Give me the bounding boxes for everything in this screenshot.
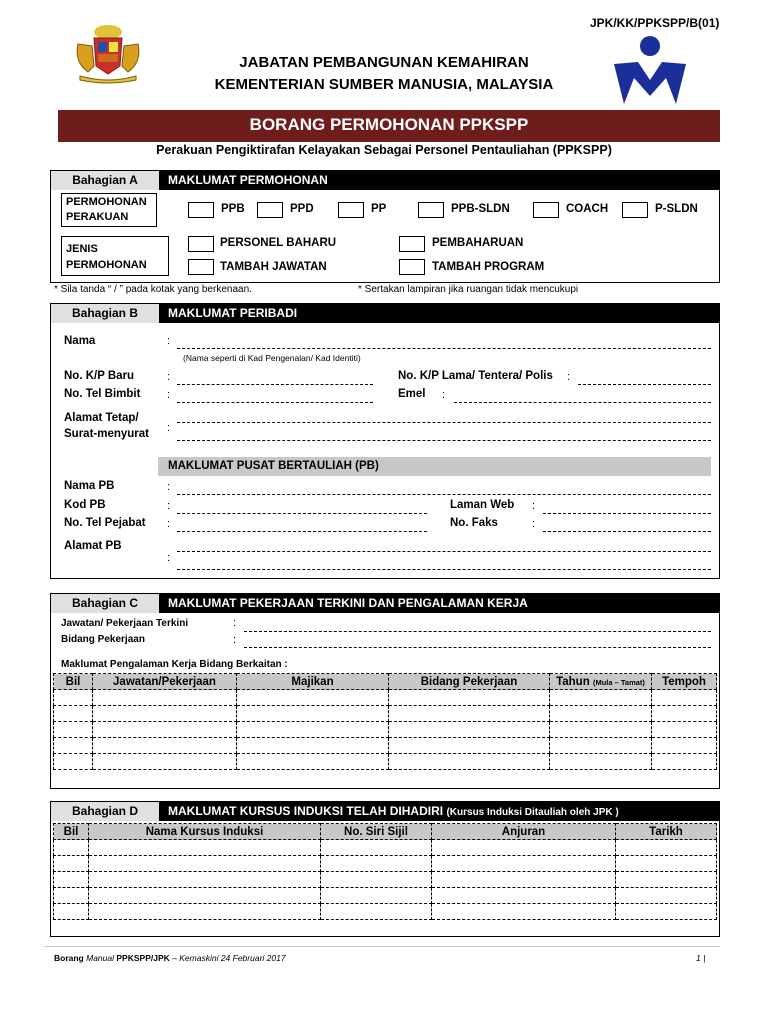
col-nama-kursus: Nama Kursus Induksi [89,824,321,840]
banner-title: BORANG PERMOHONAN PPKSPP [249,115,529,134]
form-subtitle: Perakuan Pengiktirafan Kelayakan Sebagai Personel Pentauliahan (PPKSPP) [156,143,612,157]
table-row [54,856,717,872]
malaysia-coat-of-arms-logo [70,22,146,84]
nama-pb-label: Nama PB [64,480,115,492]
laman-web-label: Laman Web [450,499,515,511]
section-c-name: Bahagian C [51,594,159,613]
col-tahun-note: (Mula – Tamat) [592,677,645,687]
checkbox-ppd[interactable] [257,202,283,218]
emel-field[interactable] [454,402,711,403]
laman-web-field[interactable] [543,513,711,514]
induction-course-table [53,823,717,920]
emel-label: Emel [398,388,426,400]
col-tarikh: Tarikh [616,824,717,840]
option-tambah-program: TAMBAH PROGRAM [432,261,545,273]
induction-course-header [54,824,717,840]
col-anjuran: Anjuran [432,824,616,840]
option-tambah-jawatan: TAMBAH JAWATAN [220,261,327,273]
section-c-title: MAKLUMAT PEKERJAAN TERKINI DAN PENGALAMAN KERJA [159,594,719,613]
section-a-name: Bahagian A [51,171,159,190]
faks-colon: : [532,518,536,530]
jpk-logo [612,34,688,106]
tel-pejabat-label: No. Tel Pejabat [64,517,146,529]
tel-bimbit-colon: : [167,389,171,401]
alamat-field-2[interactable] [177,440,711,441]
section-d-title: MAKLUMAT KURSUS INDUKSI TELAH DIHADIRI [168,804,444,818]
alamat-pb-field-2[interactable] [177,569,711,570]
section-b-title: MAKLUMAT PERIBADI [159,304,719,323]
kp-baru-field[interactable] [177,384,373,385]
checkbox-tambah-program[interactable] [399,259,425,275]
checkbox-coach[interactable] [533,202,559,218]
nama-note: (Nama seperti di Kad Pengenalan/ Kad Identiti) [183,353,361,363]
table-row [54,738,717,754]
kp-lama-colon: : [567,371,571,383]
checkbox-tambah-jawatan[interactable] [188,259,214,275]
nama-pb-colon: : [167,481,171,493]
col-majikan: Majikan [237,674,389,690]
checkbox-ppb-sldn[interactable] [418,202,444,218]
org-line-1: JABATAN PEMBANGUNAN KEMAHIRAN [239,54,529,71]
footer-manual: Manual [86,953,115,963]
note-tick-box: * Sila tanda “ / ” pada kotak yang berkenaan. [54,284,252,295]
tel-pejabat-colon: : [167,518,171,530]
section-b [50,303,720,579]
bidang-colon: : [233,634,237,646]
kod-pb-field[interactable] [177,513,427,514]
alamat-pb-colon: : [167,552,171,564]
kp-baru-label: No. K/P Baru [64,370,135,382]
col-no-siri-sijil: No. Siri Sijil [321,824,432,840]
checkbox-personel-baharu[interactable] [188,236,214,252]
col-jawatan: Jawatan/Pekerjaan [93,674,237,690]
note-attachment: * Sertakan lampiran jika ruangan tidak mencukupi [358,284,579,295]
checkbox-ppb[interactable] [188,202,214,218]
table-row [54,754,717,770]
jenis-permohonan-label: JENIS PERMOHONAN [66,243,147,271]
kp-baru-colon: : [167,371,171,383]
tel-bimbit-label: No. Tel Bimbit [64,388,141,400]
section-b-name: Bahagian B [51,304,159,323]
option-coach: COACH [566,203,609,215]
table-row [54,904,717,920]
option-ppb-sldn: PPB-SLDN [451,203,510,215]
footer-ppkspp: PPKSPP/JPK [116,953,170,963]
footer-text [54,953,286,963]
table-row [54,872,717,888]
org-line-2: KEMENTERIAN SUMBER MANUSIA, MALAYSIA [214,76,554,93]
footer-divider [44,946,720,947]
footer-borang: Borang [54,953,84,963]
section-d-title-note: (Kursus Induksi Ditauliah oleh JPK ) [446,807,619,818]
section-d-title-bar [159,802,719,821]
option-p-sldn: P-SLDN [655,203,698,215]
emel-colon: : [442,389,446,401]
col-tempoh: Tempoh [652,674,717,690]
col-bidang: Bidang Pekerjaan [389,674,550,690]
option-pp: PP [371,203,387,215]
checkbox-p-sldn[interactable] [622,202,648,218]
bidang-label: Bidang Pekerjaan [61,634,145,645]
pb-subheader: MAKLUMAT PUSAT BERTAULIAH (PB) [158,457,711,476]
alamat-field-1[interactable] [177,422,711,423]
jawatan-colon: : [233,617,237,629]
kod-pb-label: Kod PB [64,499,106,511]
alamat-colon: : [167,422,171,434]
footer-updated: – Kemaskini 24 Februari 2017 [172,953,286,963]
section-a [50,170,720,283]
table-row [54,840,717,856]
col-bil: Bil [54,824,89,840]
laman-web-colon: : [532,500,536,512]
faks-label: No. Faks [450,517,498,529]
alamat-pb-label: Alamat PB [64,540,122,552]
checkbox-pembaharuan[interactable] [399,236,425,252]
nama-colon: : [167,335,171,347]
pengalaman-label: Maklumat Pengalaman Kerja Bidang Berkaitan : [61,659,288,670]
tel-pejabat-field[interactable] [177,531,427,532]
footer-page-number: 1 | [696,953,706,963]
work-experience-table [53,673,717,770]
option-ppb: PPB [221,203,245,215]
tel-bimbit-field[interactable] [177,402,373,403]
nama-pb-field[interactable] [177,494,711,495]
option-pembaharuan: PEMBAHARUAN [432,237,524,249]
alamat-pb-field-1[interactable] [177,551,711,552]
table-row [54,690,717,706]
section-a-title: MAKLUMAT PERMOHONAN [159,171,719,190]
kp-lama-field[interactable] [578,384,711,385]
alamat-label: Alamat Tetap/ Surat-menyurat [64,412,149,440]
nama-field[interactable] [177,348,711,349]
col-bil: Bil [54,674,93,690]
section-d [50,801,720,937]
section-d-name: Bahagian D [51,802,159,821]
table-row [54,706,717,722]
table-row [54,888,717,904]
nama-label: Nama [64,335,96,347]
table-row [54,722,717,738]
jawatan-field[interactable] [244,631,711,632]
work-experience-header [54,674,717,690]
col-tahun-label: Tahun [556,675,590,688]
col-tahun [550,674,652,690]
kod-pb-colon: : [167,500,171,512]
option-ppd: PPD [290,203,314,215]
section-c [50,593,720,789]
document-code: JPK/KK/PPKSPP/B(01) [590,16,720,30]
bidang-field[interactable] [244,647,711,648]
checkbox-pp[interactable] [338,202,364,218]
kp-lama-label: No. K/P Lama/ Tentera/ Polis [398,370,553,382]
option-personel-baharu: PERSONEL BAHARU [220,237,337,249]
permohonan-perakuan-label: PERMOHONAN PERAKUAN [66,196,147,223]
jawatan-label: Jawatan/ Pekerjaan Terkini [61,618,189,629]
faks-field[interactable] [543,531,711,532]
